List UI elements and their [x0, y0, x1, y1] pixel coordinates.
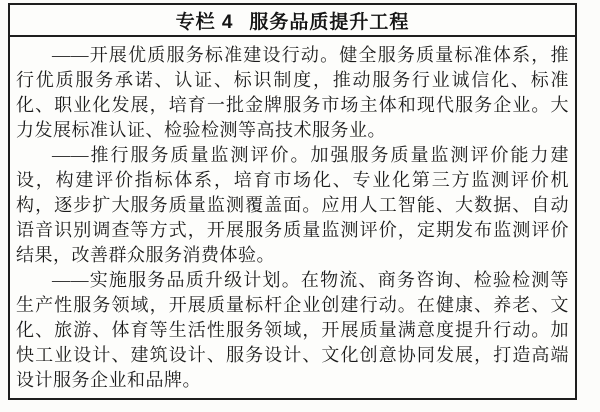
- paragraph-quality-monitoring: ——推行服务质量监测评价。加强服务质量监测评价能力建设，构建评价指标体系，培育市场化、专业化第三方监测评价机构，逐步扩大服务质量监测覆盖面。应用人工智能、大数据、自动语音识别调查等方式，开展服务质量监测评价，定期发布监测评价结果，改善群众服务消费体验。: [16, 145, 569, 265]
- panel-body: [10, 37, 575, 393]
- panel-title-text: 服务品质提升工程: [249, 11, 410, 33]
- column-box: [8, 3, 577, 400]
- panel-title-label: 专栏 4: [175, 11, 234, 33]
- paragraph-service-standards: ——开展优质服务标准建设行动。健全服务质量标准体系，推行优质服务承诺、认证、标识制度，推动服务行业诚信化、标准化、职业化发展，培育一批金牌服务市场主体和现代服务企业。大力发展标准认证、检验检测等高技术服务业。: [16, 45, 569, 140]
- paragraph-quality-upgrade: ——实施服务品质升级计划。在物流、商务咨询、检验检测等生产性服务领域，开展质量标杆企业创建行动。在健康、养老、文化、旅游、体育等生活性服务领域，开展质量满意度提升行动。加快工业设计、建筑设计、服务设计、文化创意协同发展，打造高端设计服务企业和品牌。: [16, 270, 569, 390]
- panel-title: [10, 5, 575, 37]
